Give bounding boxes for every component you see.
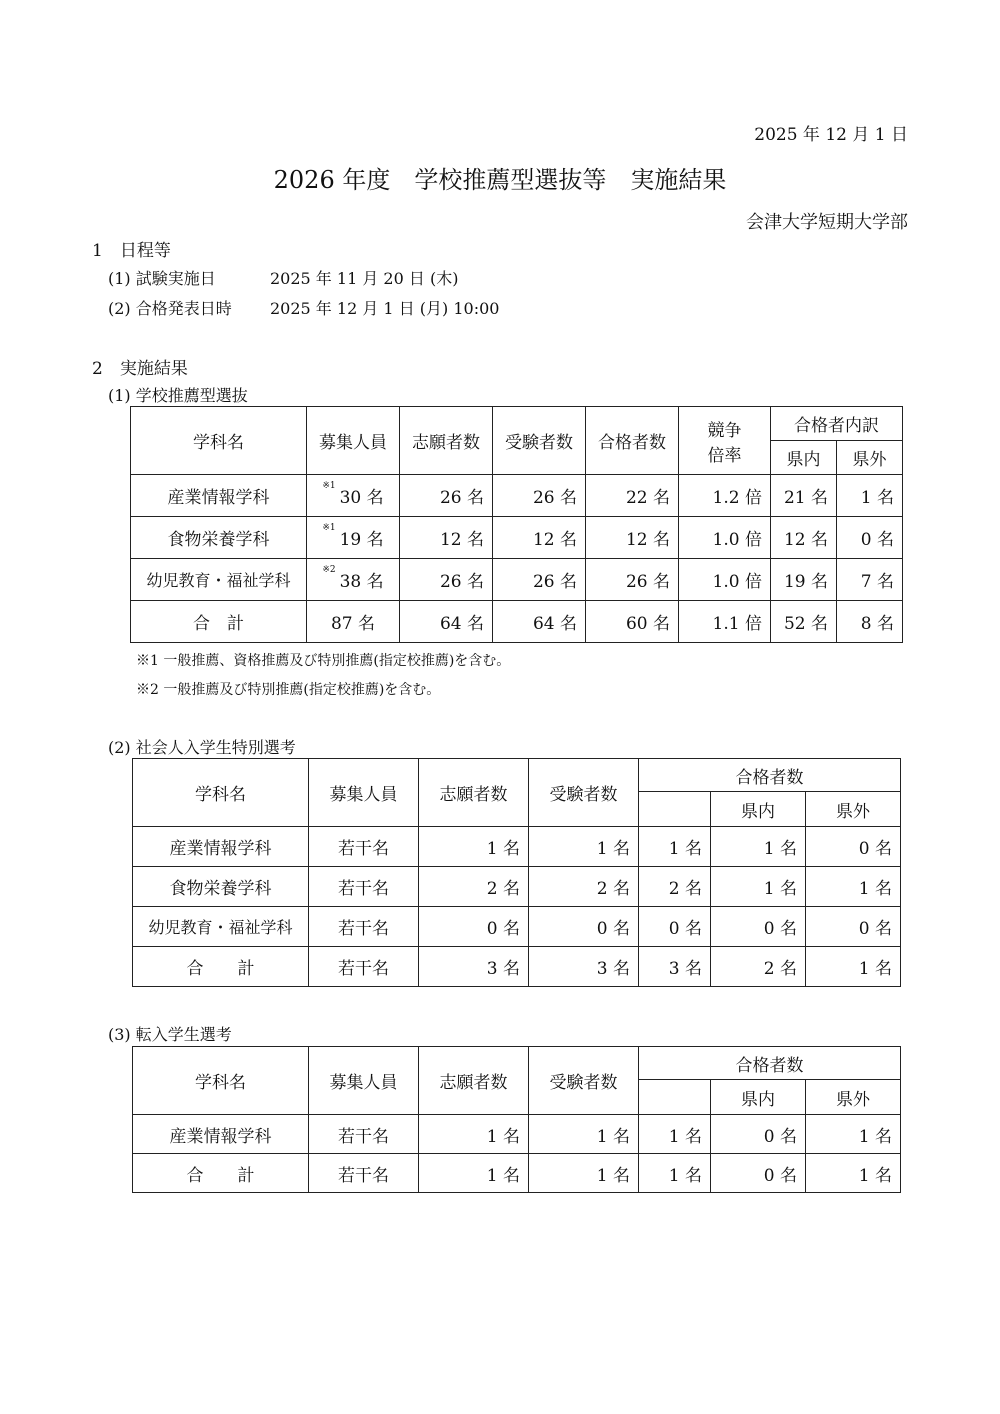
- total-outside: 1 名: [806, 1154, 901, 1193]
- header-inside: 県内: [711, 1080, 806, 1115]
- capacity-cell: [307, 517, 400, 559]
- total-outside: 1 名: [806, 947, 901, 987]
- total-applicants: 3 名: [419, 947, 529, 987]
- examinees-cell: 26 名: [493, 475, 586, 517]
- outside-cell: 7 名: [837, 559, 903, 601]
- dept-cell: 食物栄養学科: [131, 517, 307, 559]
- header-breakdown: 合格者内訳: [771, 407, 903, 441]
- footnote-mark: ※2: [322, 565, 336, 575]
- header-outside: 県外: [837, 441, 903, 475]
- total-examinees: 64 名: [493, 601, 586, 643]
- table-row: [133, 867, 901, 907]
- transfer-student-table: [132, 1046, 901, 1193]
- header-outside: 県外: [806, 792, 901, 827]
- capacity-cell: 若干名: [309, 867, 419, 907]
- header-blank: [639, 792, 711, 827]
- inside-cell: 21 名: [771, 475, 837, 517]
- outside-cell: 1 名: [806, 867, 901, 907]
- header-applicants: 志願者数: [419, 1047, 529, 1115]
- applicants-cell: 1 名: [419, 827, 529, 867]
- applicants-cell: 26 名: [400, 475, 493, 517]
- document-title: 2026 年度 学校推薦型選抜等 実施結果: [273, 166, 727, 194]
- footnote-mark: ※1: [322, 481, 336, 491]
- dept-cell: 幼児教育・福祉学科: [133, 907, 309, 947]
- header-capacity: 募集人員: [307, 407, 400, 475]
- header-examinees: 受験者数: [529, 759, 639, 827]
- passed-cell: 2 名: [639, 867, 711, 907]
- total-outside: 8 名: [837, 601, 903, 643]
- examinees-cell: 0 名: [529, 907, 639, 947]
- header-outside: 県外: [806, 1080, 901, 1115]
- table-row: [131, 559, 903, 601]
- total-passed: 1 名: [639, 1154, 711, 1193]
- table-row: [133, 1115, 901, 1154]
- capacity-cell: 若干名: [309, 1115, 419, 1154]
- examinees-cell: 1 名: [529, 1115, 639, 1154]
- capacity-value: 30 名: [339, 488, 384, 508]
- document-date: 2025 年 12 月 1 日: [754, 125, 908, 145]
- header-dept: 学科名: [133, 759, 309, 827]
- total-applicants: 1 名: [419, 1154, 529, 1193]
- examinees-cell: 2 名: [529, 867, 639, 907]
- applicants-cell: 1 名: [419, 1115, 529, 1154]
- total-passed: 3 名: [639, 947, 711, 987]
- schedule-exam-value: 2025 年 11 月 20 日 (木): [270, 269, 459, 288]
- dept-cell: 幼児教育・福祉学科: [131, 559, 307, 601]
- passed-cell: 1 名: [639, 1115, 711, 1154]
- header-applicants: 志願者数: [400, 407, 493, 475]
- table2-caption: (2) 社会人入学生特別選考: [108, 738, 296, 757]
- total-label: 合 計: [131, 601, 307, 643]
- inside-cell: 0 名: [711, 907, 806, 947]
- total-capacity: 若干名: [309, 947, 419, 987]
- header-passed: 合格者数: [586, 407, 679, 475]
- footnote-2: ※2 一般推薦及び特別推薦(指定校推薦)を含む。: [136, 682, 441, 698]
- organization-name: 会津大学短期大学部: [746, 212, 908, 233]
- inside-cell: 19 名: [771, 559, 837, 601]
- outside-cell: 0 名: [837, 517, 903, 559]
- table-row: [133, 907, 901, 947]
- dept-cell: 産業情報学科: [133, 1115, 309, 1154]
- inside-cell: 1 名: [711, 867, 806, 907]
- header-ratio: [679, 407, 771, 475]
- total-row: [133, 1154, 901, 1193]
- passed-cell: 26 名: [586, 559, 679, 601]
- header-passed: 合格者数: [639, 1047, 901, 1080]
- applicants-cell: 2 名: [419, 867, 529, 907]
- header-dept: 学科名: [133, 1047, 309, 1115]
- header-applicants: 志願者数: [419, 759, 529, 827]
- outside-cell: 1 名: [806, 1115, 901, 1154]
- capacity-cell: 若干名: [309, 907, 419, 947]
- passed-cell: 1 名: [639, 827, 711, 867]
- applicants-cell: 12 名: [400, 517, 493, 559]
- ratio-cell: 1.0 倍: [679, 559, 771, 601]
- table-row: [131, 517, 903, 559]
- header-inside: 県内: [711, 792, 806, 827]
- passed-cell: 12 名: [586, 517, 679, 559]
- header-ratio-top: 競争: [707, 420, 742, 441]
- capacity-cell: [307, 475, 400, 517]
- total-label: 合 計: [133, 1154, 309, 1193]
- schedule-announce-label: (2) 合格発表日時: [108, 299, 232, 318]
- examinees-cell: 26 名: [493, 559, 586, 601]
- inside-cell: 12 名: [771, 517, 837, 559]
- examinees-cell: 12 名: [493, 517, 586, 559]
- total-inside: 0 名: [711, 1154, 806, 1193]
- ratio-cell: 1.2 倍: [679, 475, 771, 517]
- footnote-1: ※1 一般推薦、資格推薦及び特別推薦(指定校推薦)を含む。: [136, 653, 511, 669]
- applicants-cell: 26 名: [400, 559, 493, 601]
- inside-cell: 1 名: [711, 827, 806, 867]
- total-row: [131, 601, 903, 643]
- header-dept: 学科名: [131, 407, 307, 475]
- applicants-cell: 0 名: [419, 907, 529, 947]
- header-capacity: 募集人員: [309, 1047, 419, 1115]
- passed-cell: 22 名: [586, 475, 679, 517]
- section1-heading: 1 日程等: [92, 241, 171, 261]
- section2-heading: 2 実施結果: [92, 359, 188, 379]
- capacity-cell: 若干名: [309, 827, 419, 867]
- total-passed: 60 名: [586, 601, 679, 643]
- header-examinees: 受験者数: [493, 407, 586, 475]
- outside-cell: 0 名: [806, 827, 901, 867]
- schedule-exam-label: (1) 試験実施日: [108, 269, 216, 288]
- dept-cell: 産業情報学科: [133, 827, 309, 867]
- ratio-cell: 1.0 倍: [679, 517, 771, 559]
- dept-cell: 食物栄養学科: [133, 867, 309, 907]
- total-label: 合 計: [133, 947, 309, 987]
- passed-cell: 0 名: [639, 907, 711, 947]
- header-examinees: 受験者数: [529, 1047, 639, 1115]
- capacity-value: 38 名: [339, 572, 384, 592]
- total-capacity: 若干名: [309, 1154, 419, 1193]
- capacity-cell: [307, 559, 400, 601]
- header-capacity: 募集人員: [309, 759, 419, 827]
- header-ratio-bottom: 倍率: [707, 445, 742, 466]
- total-applicants: 64 名: [400, 601, 493, 643]
- total-inside: 52 名: [771, 601, 837, 643]
- total-examinees: 1 名: [529, 1154, 639, 1193]
- working-adult-table: [132, 758, 901, 987]
- outside-cell: 0 名: [806, 907, 901, 947]
- inside-cell: 0 名: [711, 1115, 806, 1154]
- schedule-announce-value: 2025 年 12 月 1 日 (月) 10:00: [270, 299, 500, 318]
- total-ratio: 1.1 倍: [679, 601, 771, 643]
- total-inside: 2 名: [711, 947, 806, 987]
- table-row: [131, 475, 903, 517]
- table3-caption: (3) 転入学生選考: [108, 1025, 232, 1044]
- outside-cell: 1 名: [837, 475, 903, 517]
- total-row: [133, 947, 901, 987]
- total-capacity: 87 名: [307, 601, 400, 643]
- dept-cell: 産業情報学科: [131, 475, 307, 517]
- footnote-mark: ※1: [322, 523, 336, 533]
- table1-caption: (1) 学校推薦型選抜: [108, 386, 248, 405]
- header-passed: 合格者数: [639, 759, 901, 792]
- school-recommendation-table: [130, 406, 903, 643]
- header-inside: 県内: [771, 441, 837, 475]
- table-row: [133, 827, 901, 867]
- examinees-cell: 1 名: [529, 827, 639, 867]
- total-examinees: 3 名: [529, 947, 639, 987]
- header-blank: [639, 1080, 711, 1115]
- capacity-value: 19 名: [339, 530, 384, 550]
